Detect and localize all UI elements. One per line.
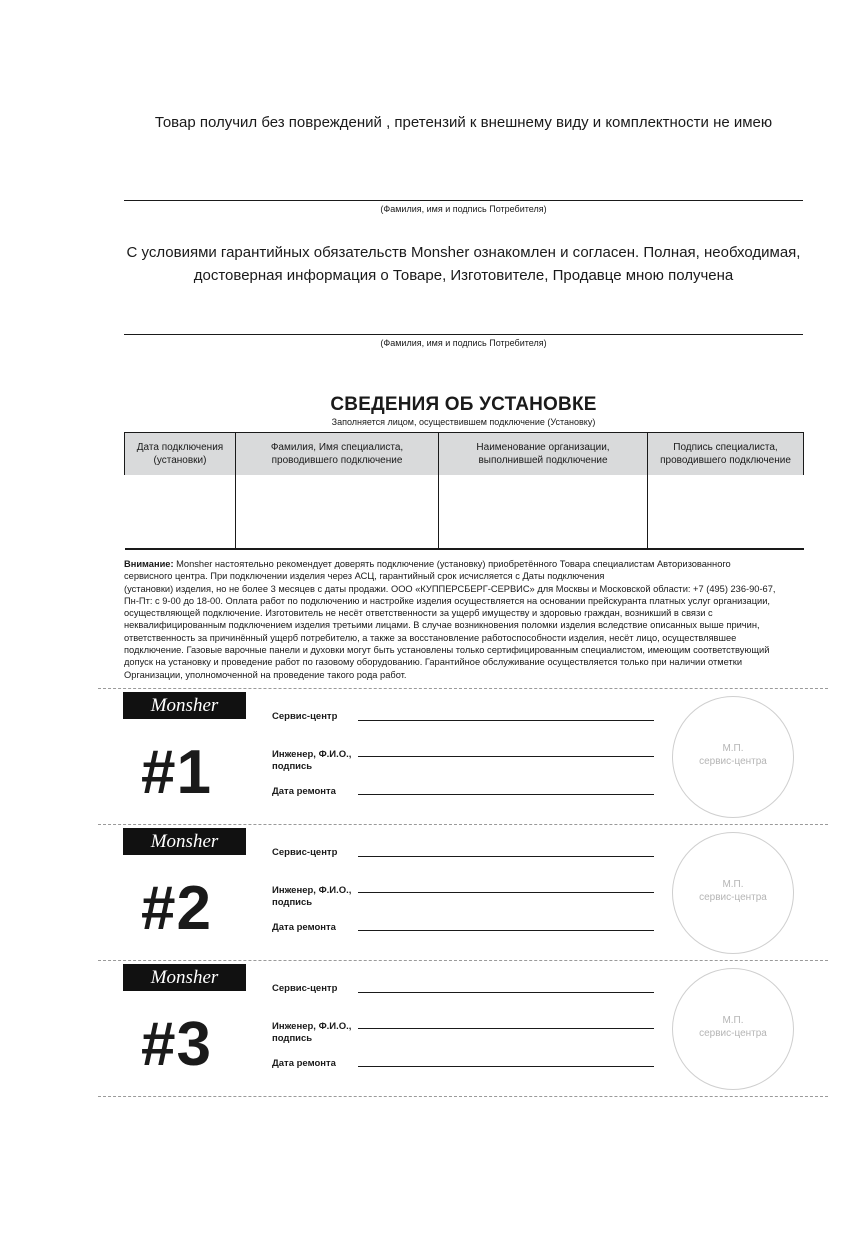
engineer-label-line: подпись xyxy=(272,897,313,908)
consumer-signature-line-2[interactable] xyxy=(124,334,803,335)
installation-table-header xyxy=(125,433,804,476)
column-header-signature xyxy=(648,433,804,476)
warning-line: Пн-Пт: с 9-00 до 18-00. Оплата работ по подключению и настройке изделия осуществляется на основании прейскуранта платных услуг организации, xyxy=(124,595,771,606)
column-header-specialist-name xyxy=(236,433,439,476)
warning-line: допуск на установку и проведение работ по газовому оборудованию. Гарантийное обслуживание осуществляется только при наличии отметки xyxy=(124,657,743,668)
installation-table xyxy=(124,432,804,550)
service-stamp-area xyxy=(672,968,794,1090)
engineer-field[interactable] xyxy=(358,892,654,893)
repair-date-field[interactable] xyxy=(358,930,654,931)
engineer-label-line: Инженер, Ф.И.О., xyxy=(272,1021,352,1032)
service-center-field[interactable] xyxy=(358,856,654,857)
warning-line: осуществляющей подключение. Изготовитель не несёт ответственности за ущерб имуществу и здоровью граждан, возникший в связи с xyxy=(124,608,713,619)
consumer-signature-caption-1: (Фамилия, имя и подпись Потребителя) xyxy=(380,204,547,214)
warning-paragraph xyxy=(124,558,804,681)
repair-coupon-1 xyxy=(0,688,866,824)
stamp-label: сервис-центра xyxy=(699,892,767,903)
cell-specialist-name[interactable] xyxy=(236,475,439,549)
warning-line: (установки) изделия, но не более 3 месяцев с даты продажи. ООО «КУППЕРСБЕРГ-СЕРВИС» для Москвы и Московской области: +7 (495) 236-90-67, xyxy=(124,583,776,594)
column-header-text: (установки) xyxy=(153,455,207,466)
coupon-number: #1 xyxy=(141,738,212,807)
service-center-field[interactable] xyxy=(358,992,654,993)
coupon-number: #2 xyxy=(141,874,212,943)
cut-line xyxy=(98,1096,828,1097)
repair-date-label: Дата ремонта xyxy=(272,786,336,797)
engineer-label-line: подпись xyxy=(272,761,313,772)
installation-subtitle: Заполняется лицом, осуществившем подключение (Установку) xyxy=(331,417,596,427)
stamp-label: М.П. xyxy=(722,743,744,754)
engineer-label xyxy=(272,885,351,909)
stamp-label: М.П. xyxy=(722,1015,744,1026)
column-header-date xyxy=(125,433,236,476)
service-stamp-area xyxy=(672,832,794,954)
installation-title: СВЕДЕНИЯ ОБ УСТАНОВКЕ xyxy=(330,394,597,415)
engineer-label-line: Инженер, Ф.И.О., xyxy=(272,885,352,896)
consumer-signature-line-1[interactable] xyxy=(124,200,803,201)
warranty-terms-line-1: С условиями гарантийных обязательств Monsher ознакомлен и согласен. Полная, необходимая, xyxy=(126,244,801,261)
engineer-label xyxy=(272,749,351,773)
warning-line: подключение. Газовые варочные панели и духовки могут быть установлены только сертифицированным специалистом, имеющим соответствующий xyxy=(124,645,770,656)
engineer-label-line: Инженер, Ф.И.О., xyxy=(272,749,352,760)
column-header-text: выполнившей подключение xyxy=(478,455,608,466)
warning-line: ответственность за причинённый ущерб потребителю, а также за восстановление работоспособности изделия, несёт лицо, осуществлявшее xyxy=(124,632,737,643)
monsher-logo: Monsher xyxy=(123,828,246,855)
column-header-text: Фамилия, Имя специалиста, xyxy=(270,442,404,453)
repair-coupon-2 xyxy=(0,824,866,960)
repair-date-field[interactable] xyxy=(358,794,654,795)
service-center-label: Сервис-центр xyxy=(272,711,338,722)
service-center-label: Сервис-центр xyxy=(272,983,338,994)
warranty-terms-statement xyxy=(124,241,803,287)
warranty-terms-line-2: достоверная информация о Товаре, Изготовителе, Продавце мною получена xyxy=(193,267,734,284)
column-header-text: проводившего подключение xyxy=(660,455,791,466)
stamp-label: сервис-центра xyxy=(699,1028,767,1039)
monsher-logo: Monsher xyxy=(123,964,246,991)
service-center-field[interactable] xyxy=(358,720,654,721)
goods-received-statement: Товар получил без повреждений , претензий к внешнему виду и комплектности не имею xyxy=(154,114,773,131)
monsher-logo: Monsher xyxy=(123,692,246,719)
column-header-text: Наименование организации, xyxy=(476,442,610,453)
repair-coupon-3 xyxy=(0,960,866,1096)
engineer-label-line: подпись xyxy=(272,1033,313,1044)
warning-line: Организации, уполномоченной на проведение такого рода работ. xyxy=(124,669,407,680)
cell-organization[interactable] xyxy=(439,475,648,549)
stamp-label: М.П. xyxy=(722,879,744,890)
installation-table-row xyxy=(125,475,804,549)
column-header-text: Подпись специалиста, xyxy=(673,442,778,453)
warning-line: сервисного центра. При подключении изделия через АСЦ, гарантийный срок исчисляется с Даты подключения xyxy=(124,571,605,582)
column-header-text: Дата подключения xyxy=(136,442,224,453)
warning-line: Monsher настоятельно рекомендует доверять подключение (установку) приобретённого Товара специалистам Авторизованного xyxy=(173,559,731,569)
repair-date-label: Дата ремонта xyxy=(272,1058,336,1069)
engineer-label xyxy=(272,1021,351,1045)
column-header-organization xyxy=(439,433,648,476)
cell-signature[interactable] xyxy=(648,475,804,549)
engineer-field[interactable] xyxy=(358,756,654,757)
service-stamp-area xyxy=(672,696,794,818)
coupon-number: #3 xyxy=(141,1010,212,1079)
cell-date[interactable] xyxy=(125,475,236,549)
warning-line: неквалифицированным подключением изделия третьими лицами. В случае возникновения поломки изделия вследствие описанных выше причин, xyxy=(124,620,760,631)
stamp-label: сервис-центра xyxy=(699,756,767,767)
warning-label: Внимание: xyxy=(124,559,174,569)
repair-date-field[interactable] xyxy=(358,1066,654,1067)
consumer-signature-caption-2: (Фамилия, имя и подпись Потребителя) xyxy=(380,338,547,348)
column-header-text: проводившего подключение xyxy=(271,455,403,466)
repair-date-label: Дата ремонта xyxy=(272,922,336,933)
engineer-field[interactable] xyxy=(358,1028,654,1029)
service-center-label: Сервис-центр xyxy=(272,847,338,858)
